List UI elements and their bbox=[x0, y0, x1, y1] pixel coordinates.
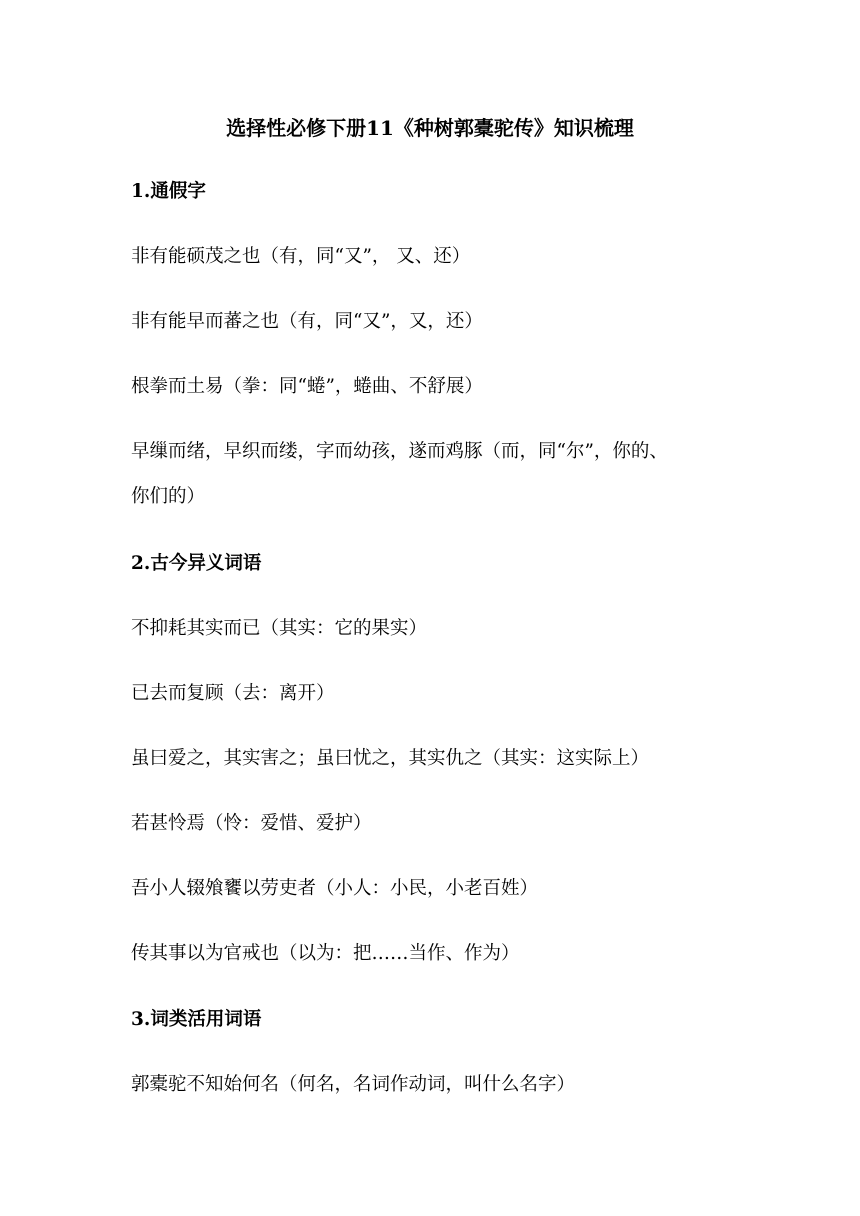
paragraph-line: 早缫而绪，早织而缕，字而幼孩，遂而鸡豚（而，同“尔”，你的、 bbox=[131, 441, 668, 462]
paragraph-line: 传其事以为官戒也（以为：把……当作、作为） bbox=[131, 943, 520, 964]
paragraph-line: 若甚怜焉（怜：爱惜、爱护） bbox=[131, 813, 372, 834]
section-heading-cileihuoyong: 3.词类活用词语 bbox=[131, 1009, 262, 1030]
paragraph-line: 吾小人辍飧饔以劳吏者（小人：小民，小老百姓） bbox=[131, 878, 539, 899]
document-title: 选择性必修下册11《种树郭橐驼传》知识梳理 bbox=[226, 116, 634, 140]
paragraph-line: 不抑耗其实而已（其实：它的果实） bbox=[131, 618, 428, 639]
paragraph-line: 已去而复顾（去：离开） bbox=[131, 683, 335, 704]
paragraph-line: 虽曰爱之，其实害之；虽曰忧之，其实仇之（其实：这实际上） bbox=[131, 748, 650, 769]
paragraph-line: 非有能早而蕃之也（有，同“又”，又，还） bbox=[131, 311, 483, 332]
paragraph-line: 非有能硕茂之也（有，同“又”， 又、还） bbox=[131, 246, 471, 267]
section-heading-tongjiazi: 1.通假字 bbox=[131, 181, 206, 202]
paragraph-line: 郭橐驼不知始何名（何名，名词作动词，叫什么名字） bbox=[131, 1074, 576, 1095]
paragraph-line: 根拳而土易（拳：同“蜷”，蜷曲、不舒展） bbox=[131, 376, 483, 397]
section-heading-gujinyiyi: 2.古今异义词语 bbox=[131, 553, 262, 574]
paragraph-line: 你们的） bbox=[131, 486, 206, 507]
